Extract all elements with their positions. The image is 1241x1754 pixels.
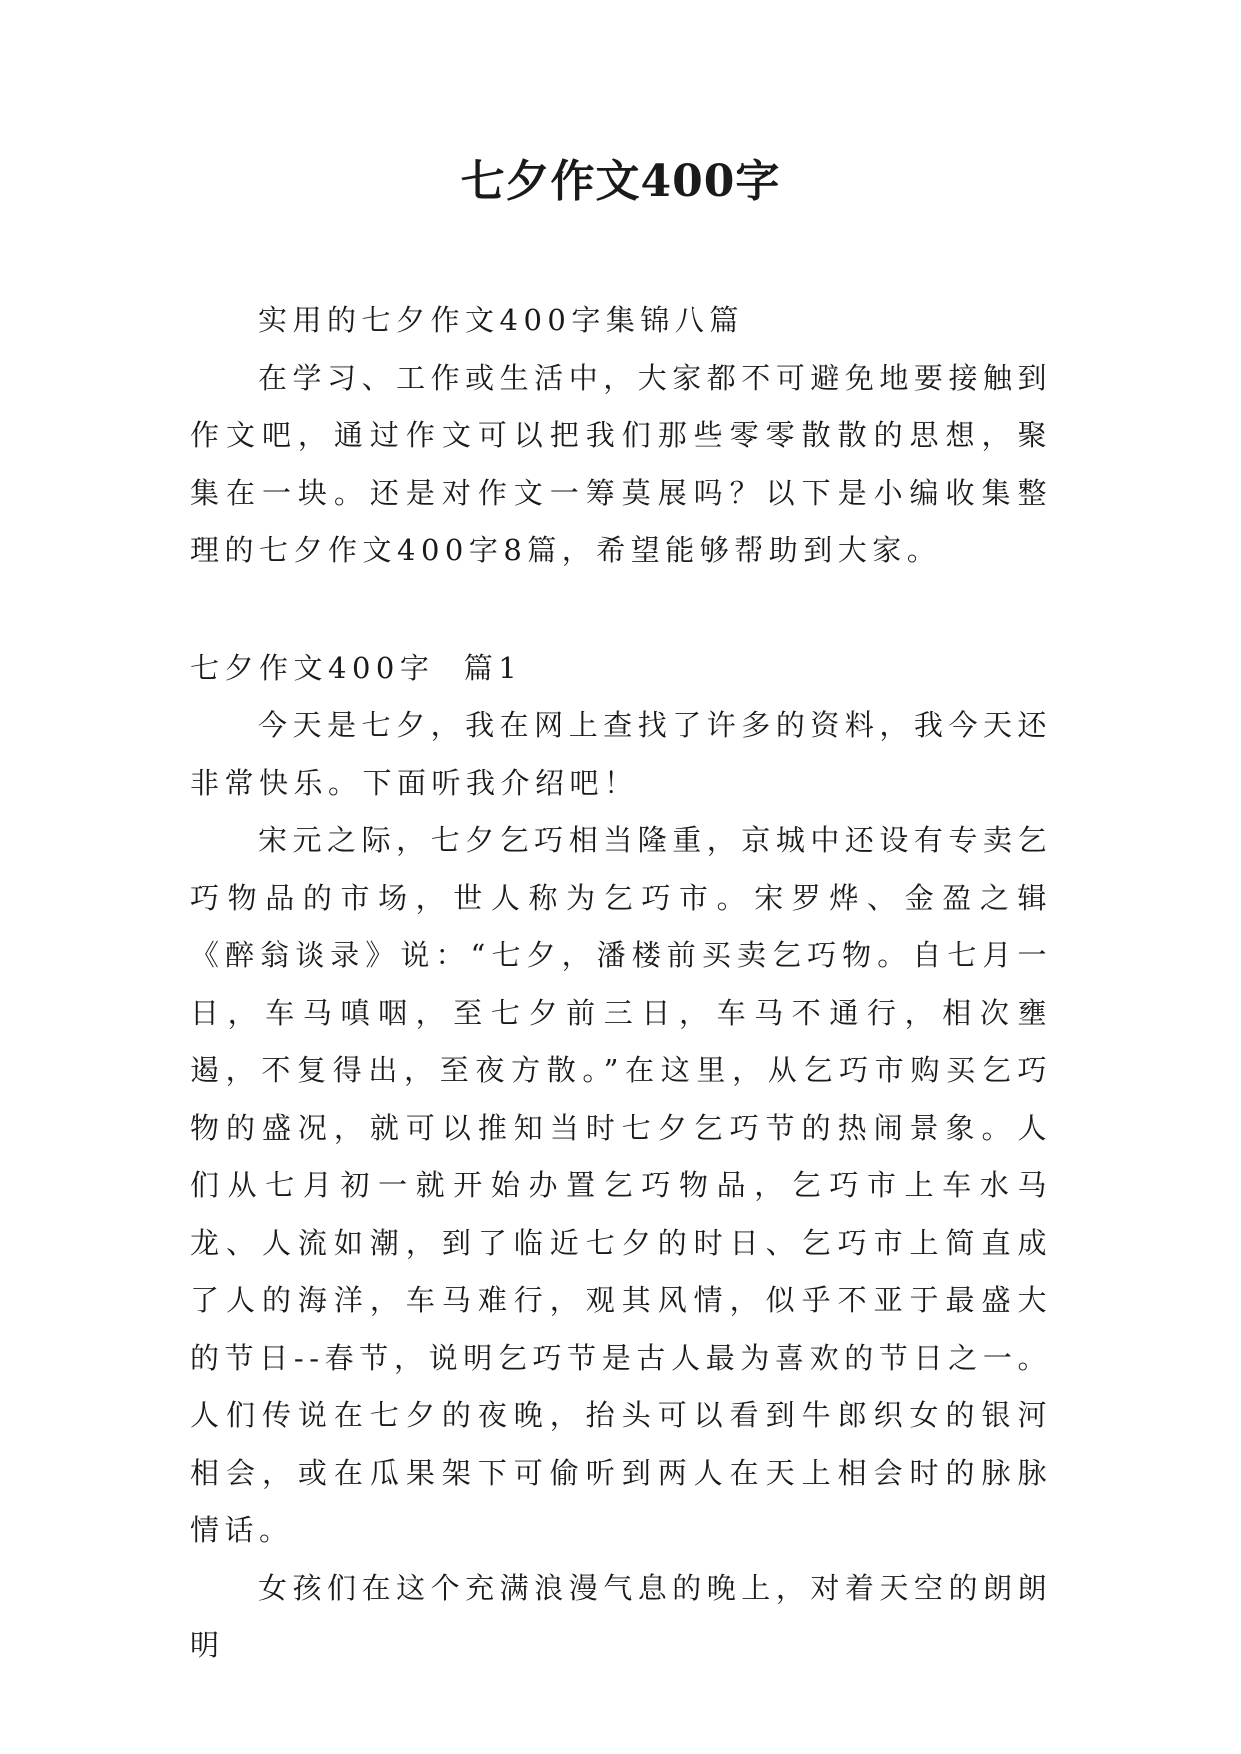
document-title: 七夕作文400字: [460, 156, 781, 207]
section-paragraph: 女孩们在这个充满浪漫气息的晚上，对着天空的朗朗明: [190, 1570, 1052, 1662]
section-spacer: [190, 580, 1052, 640]
document-body: [190, 292, 1052, 1675]
subtitle-line: 实用的七夕作文400字集锦八篇: [258, 303, 744, 337]
section-paragraph: 今天是七夕，我在网上查找了许多的资料，我今天还非常快乐。下面听我介绍吧！: [190, 708, 1052, 800]
intro-paragraph: 在学习、工作或生活中，大家都不可避免地要接触到作文吧，通过作文可以把我们那些零零散散的思想，聚集在一块。还是对作文一筹莫展吗？以下是小编收集整理的七夕作文400字8篇，希望能够帮助到大家。: [190, 360, 1052, 567]
section-paragraph: 宋元之际，七夕乞巧相当隆重，京城中还设有专卖乞巧物品的市场，世人称为乞巧市。宋罗烨、金盈之辑《醉翁谈录》说：“七夕，潘楼前买卖乞巧物。自七月一日，车马嗔咽，至七夕前三日，车马不通行，相次壅遏，不复得出，至夜方散。”在这里，从乞巧市购买乞巧物的盛况，就可以推知当时七夕乞巧节的热闹景象。人们从七月初一就开始办置乞巧物品，乞巧市上车水马龙、人流如潮，到了临近七夕的时日、乞巧市上简直成了人的海洋，车马难行，观其风情，似乎不亚于最盛大的节日--春节，说明乞巧节是古人最为喜欢的节日之一。人们传说在七夕的夜晚，抬头可以看到牛郎织女的银河相会，或在瓜果架下可偷听到两人在天上相会时的脉脉情话。: [190, 823, 1052, 1547]
section-heading: 七夕作文400字 篇1: [190, 650, 523, 685]
